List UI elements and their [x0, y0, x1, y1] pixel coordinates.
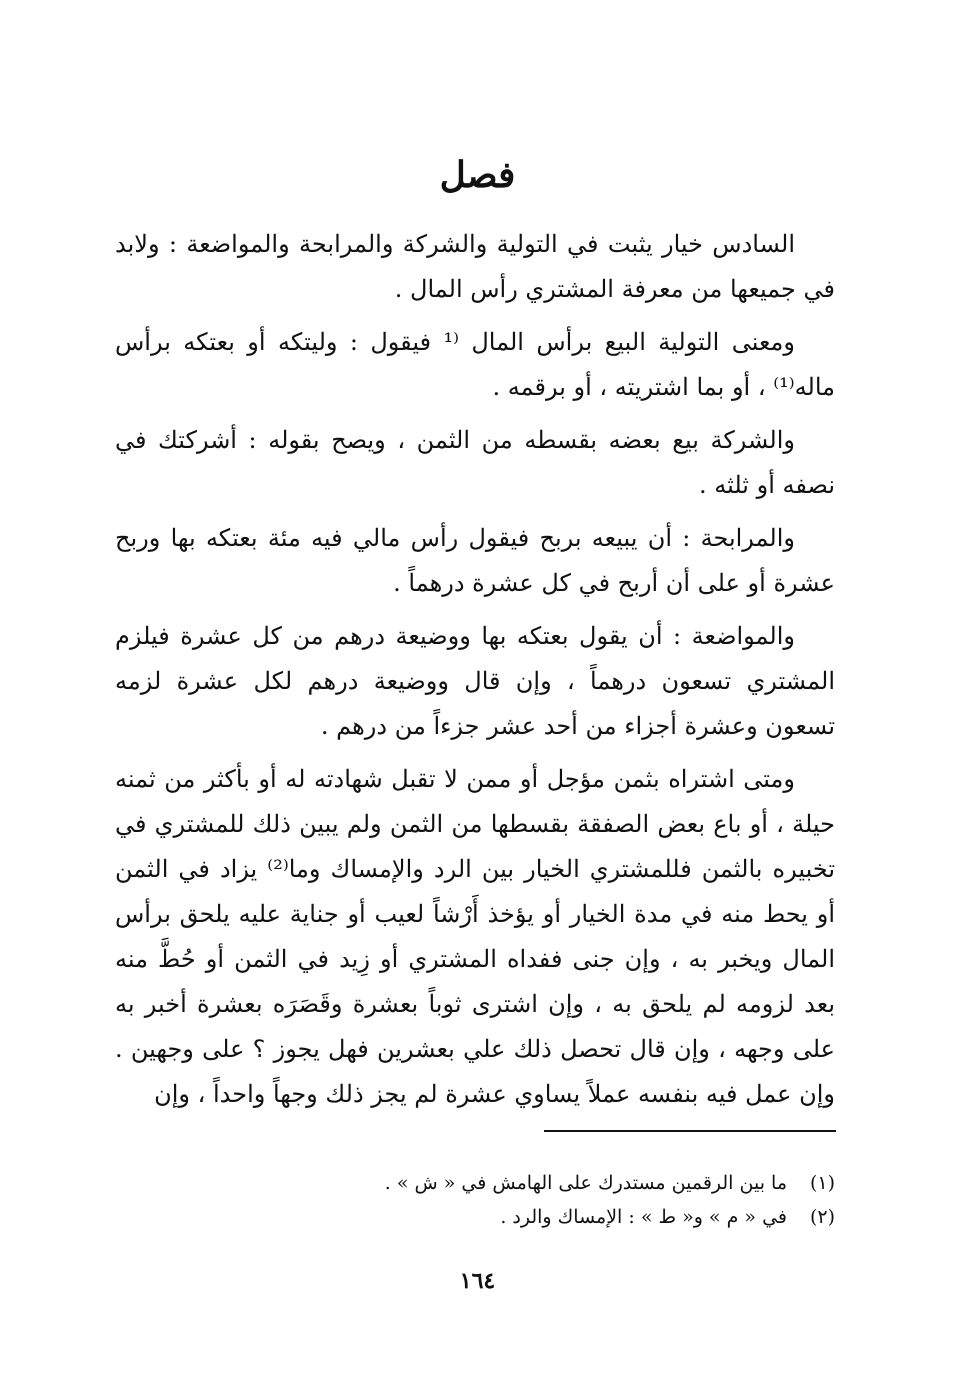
- paragraph: السادس خيار يثبت في التولية والشركة والمرابحة والمواضعة : ولابد في جميعها من معرفة المشتري رأس المال .: [115, 230, 835, 303]
- paragraph: والشركة بيع بعضه بقسطه من الثمن ، ويصح بقوله : أشركتك في نصفه أو ثلثه .: [115, 426, 835, 499]
- page-number: ١٦٤: [459, 1268, 496, 1294]
- body-text: [115, 222, 835, 1117]
- footnote: [115, 1200, 835, 1234]
- paragraph: ومعنى التولية البيع برأس المال ⁽¹ فيقول : وليتكه أو بعتكه برأس ماله⁽¹⁾ ، أو بما اشتريته ، أو برقمه .: [115, 328, 835, 401]
- section-heading: فصل: [439, 154, 516, 196]
- footnote-number: (٢): [809, 1206, 835, 1228]
- footnote-text: في « م » و« ط » : الإمساك والرد .: [500, 1206, 787, 1228]
- footnotes: [115, 1166, 835, 1234]
- paragraph: والمرابحة : أن يبيعه بربح فيقول رأس مالي فيه مئة بعتكه بها وربح عشرة أو على أن أربح في كل عشرة درهماً .: [115, 524, 835, 597]
- footnote: [115, 1166, 835, 1200]
- paragraph: والمواضعة : أن يقول بعتكه بها ووضيعة درهم من كل عشرة فيلزم المشتري تسعون درهماً ، وإن قال ووضيعة درهم لكل عشرة لزمه تسعون وعشرة أجزاء من أحد عشر جزءاً من درهم .: [115, 622, 835, 740]
- footnote-text: ما بين الرقمين مستدرك على الهامش في « ش » .: [384, 1172, 787, 1194]
- footnote-number: (١): [809, 1172, 835, 1194]
- footnote-divider: [544, 1130, 836, 1132]
- paragraph: ومتى اشتراه بثمن مؤجل أو ممن لا تقبل شهادته له أو بأكثر من ثمنه حيلة ، أو باع بعض الصفقة بقسطها من الثمن ولم يبين ذلك للمشتري في تخبيره بالثمن فللمشتري الخيار بين الرد والإمساك وما⁽²⁾ يزاد في الثمن أو يحط منه في مدة الخيار أو يؤخذ أَرْشاً لعيب أو جناية عليه يلحق برأس المال ويخبر به ، وإن جنى ففداه المشتري أو زِيد في الثمن أو حُطَّ منه بعد لزومه لم يلحق به ، وإن اشترى ثوباً بعشرة وقَصَرَه بعشرة أخبر به على وجهه ، وإن قال تحصل ذلك علي بعشرين فهل يجوز ؟ على وجهين . وإن عمل فيه بنفسه عملاً يساوي عشرة لم يجز ذلك وجهاً واحداً ، وإن: [115, 765, 835, 1108]
